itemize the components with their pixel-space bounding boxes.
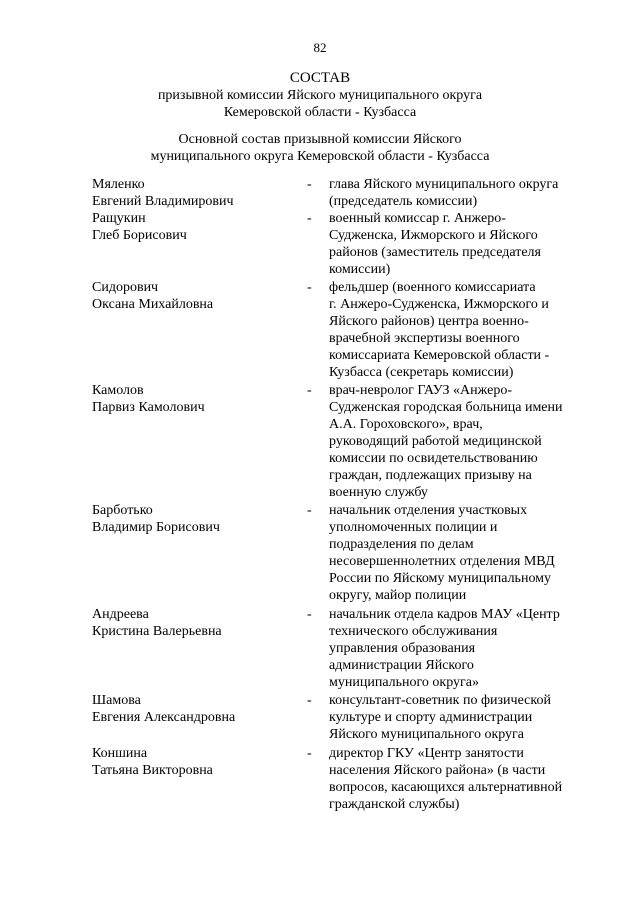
role-line: (председатель комиссии) (329, 194, 478, 209)
role-line: муниципального округа» (329, 675, 479, 690)
member-name (92, 279, 213, 313)
role-line: населения Яйского района» (в части (329, 763, 546, 778)
member-given-name: Глеб Борисович (92, 228, 187, 243)
member-surname: Шамова (92, 693, 141, 708)
role-line: военную службу (329, 485, 428, 500)
role-line: глава Яйского муниципального округа (329, 177, 559, 192)
role-line: комиссии) (329, 262, 391, 277)
member-role (329, 279, 595, 381)
member-role (329, 382, 595, 501)
role-line: врач-невролог ГАУЗ «Анжеро- (329, 383, 512, 398)
role-line: граждан, подлежащих призыву на (329, 468, 532, 483)
member-name (92, 382, 205, 416)
role-line: г. Анжеро-Судженска, Ижморского и (329, 297, 549, 312)
member-name (92, 606, 222, 640)
document-title-line3: Кемеровской области - Кузбасса (223, 105, 417, 120)
role-line: врачебной экспертизы военного (329, 331, 520, 346)
member-role (329, 745, 595, 813)
member-given-name: Евгения Александровна (92, 710, 236, 725)
document-title: СОСТАВ (289, 70, 351, 86)
role-line: гражданской службы) (329, 797, 460, 812)
page-number: 82 (313, 40, 327, 55)
member-role (329, 606, 595, 691)
member-role (329, 692, 595, 743)
member-name (92, 745, 213, 779)
role-line: начальник отдела кадров МАУ «Центр (329, 607, 560, 622)
role-line: районов (заместитель председателя (329, 245, 541, 260)
role-line: руководящий работой медицинской (329, 434, 542, 449)
member-name (92, 210, 187, 244)
section-heading: Основной состав призывной комиссии Яйского (178, 132, 462, 147)
member-given-name: Кристина Валерьевна (92, 624, 222, 639)
document-title-line2: призывной комиссии Яйского муниципального округа (157, 88, 483, 103)
member-surname: Мяленко (92, 177, 145, 192)
member-name (92, 692, 235, 726)
member-role (329, 502, 595, 604)
member-name (92, 502, 220, 536)
role-line: комиссии по освидетельствованию (329, 451, 538, 466)
separator-dash: - (307, 746, 312, 761)
member-surname: Коншина (92, 746, 148, 761)
role-line: округу, майор полиции (329, 588, 467, 603)
separator-dash: - (307, 607, 312, 622)
member-surname: Барботько (92, 503, 153, 518)
role-line: Яйского муниципального округа (329, 727, 525, 742)
role-line: вопросов, касающихся альтернативной (329, 780, 563, 795)
member-given-name: Татьяна Викторовна (92, 763, 213, 778)
member-role (329, 210, 595, 278)
separator-dash: - (307, 211, 312, 226)
member-given-name: Владимир Борисович (92, 520, 220, 535)
role-line: культуре и спорту администрации (329, 710, 533, 725)
role-line: администрации Яйского (329, 658, 474, 673)
role-line: подразделения по делам (329, 537, 474, 552)
member-surname: Ращукин (92, 211, 146, 226)
role-line: Судженская городская больница имени (329, 400, 563, 415)
role-line: технического обслуживания (329, 624, 498, 639)
role-line: начальник отделения участковых (329, 503, 528, 518)
member-surname: Андреева (92, 607, 149, 622)
role-line: военный комиссар г. Анжеро- (329, 211, 506, 226)
role-line: директор ГКУ «Центр занятости (329, 746, 524, 761)
section-heading-line2: муниципального округа Кемеровской области - Кузбасса (150, 149, 490, 164)
role-line: управления образования (329, 641, 476, 656)
separator-dash: - (307, 177, 312, 192)
role-line: Яйского районов) центра военно- (329, 314, 529, 329)
role-line: России по Яйскому муниципальному (329, 571, 552, 586)
member-given-name: Евгений Владимирович (92, 194, 234, 209)
member-surname: Сидорович (92, 280, 159, 295)
role-line: Судженска, Ижморского и Яйского (329, 228, 538, 243)
member-name (92, 176, 234, 210)
role-line: несовершеннолетних отделения МВД (329, 554, 555, 569)
separator-dash: - (307, 693, 312, 708)
role-line: Кузбасса (секретарь комиссии) (329, 365, 514, 380)
role-line: комиссариата Кемеровской области - (329, 348, 550, 363)
member-given-name: Парвиз Камолович (92, 400, 205, 415)
separator-dash: - (307, 503, 312, 518)
role-line: уполномоченных полиции и (329, 520, 498, 535)
role-line: фельдшер (военного комиссариата (329, 280, 536, 295)
member-role (329, 176, 595, 210)
separator-dash: - (307, 280, 312, 295)
role-line: консультант-советник по физической (329, 693, 551, 708)
role-line: А.А. Гороховского», врач, (329, 417, 483, 432)
member-surname: Камолов (92, 383, 144, 398)
member-given-name: Оксана Михайловна (92, 297, 214, 312)
separator-dash: - (307, 383, 312, 398)
